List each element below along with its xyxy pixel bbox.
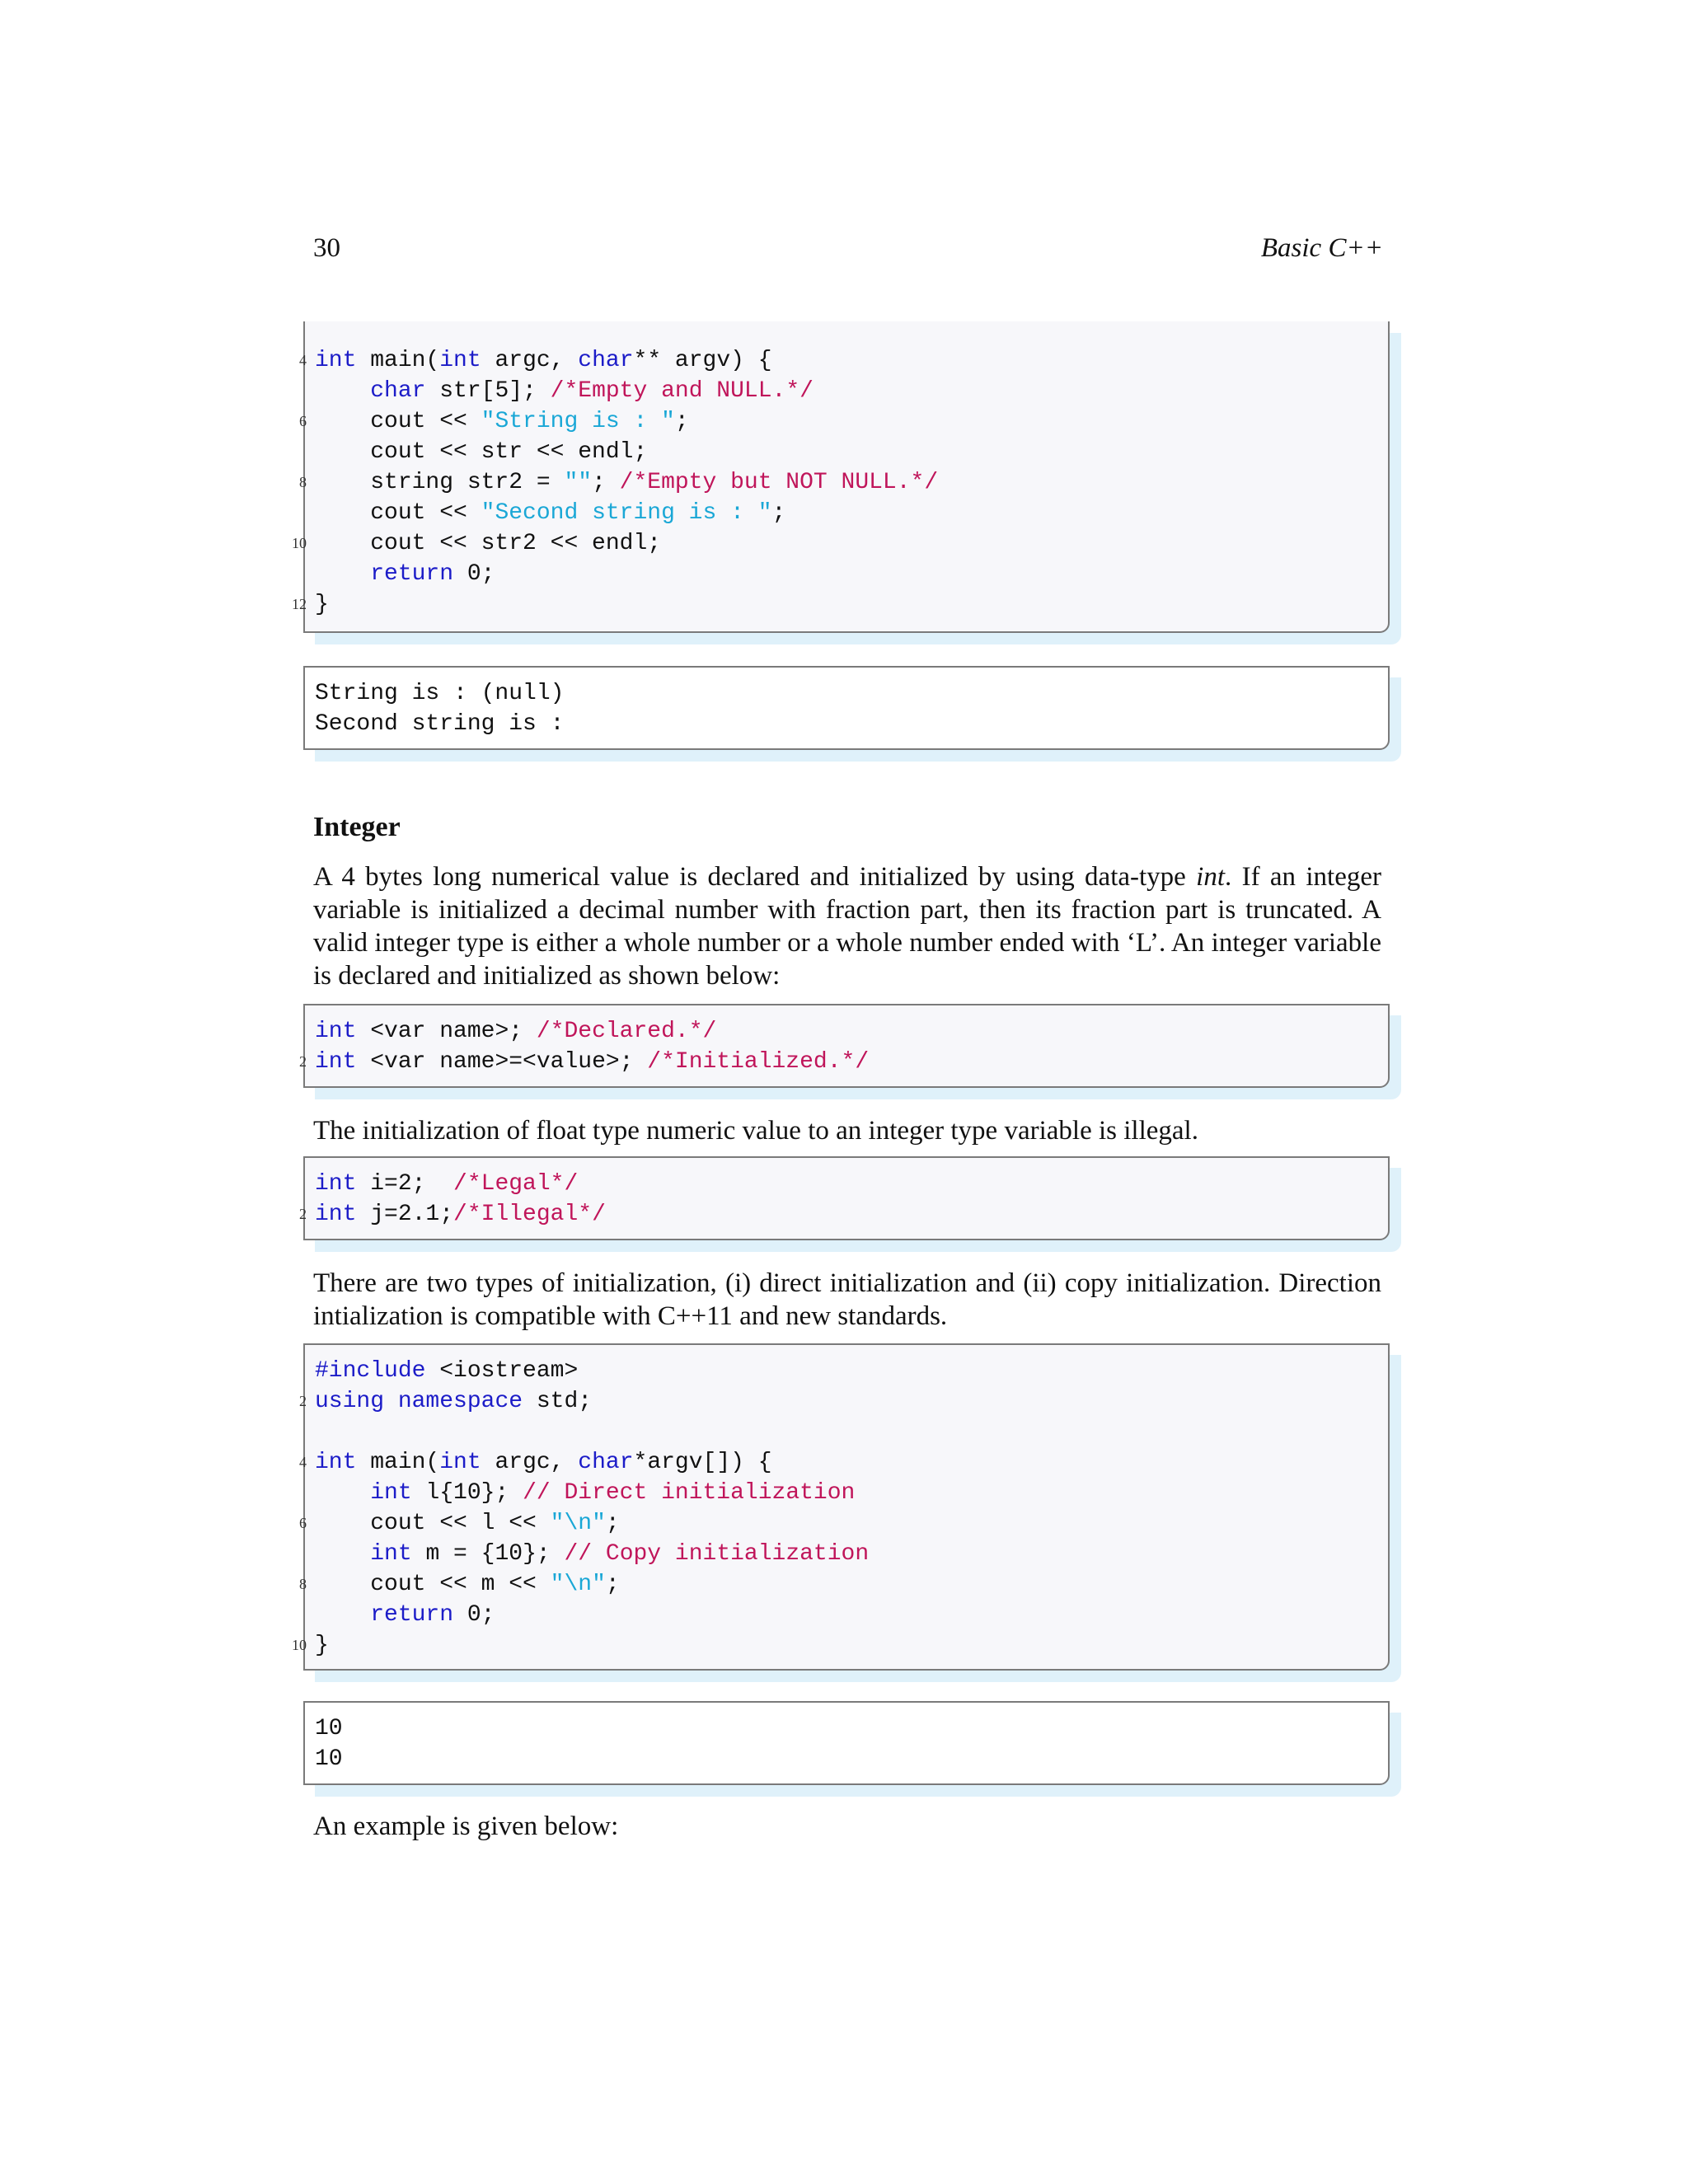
code-line [299,1199,1388,1230]
code-token: return [370,561,454,587]
code-line [299,1508,1388,1539]
code-token: <var name>; [356,1019,537,1044]
output-box-integers [303,1701,1390,1785]
code-token: "\n" [550,1572,606,1597]
code-token: /*Declared.*/ [536,1019,717,1044]
code-token: ** argv) { [633,348,772,373]
code-token: int [315,1202,357,1227]
code-token: namespace [397,1389,523,1414]
code-line [299,406,1388,437]
code-token [315,1480,370,1506]
code-token: cout << m << [315,1572,551,1597]
code-token: ; [771,500,786,526]
code-line [299,1447,1388,1478]
paragraph-initialization-types: There are two types of initialization, (i) direct initialization and (ii) copy initialization. Direction intialization is compatible with C++11 and new standards. [313,1268,1381,1331]
code-token [315,378,370,404]
code-token: "Second string is : " [481,500,772,526]
code-token: cout << l << [315,1511,551,1536]
code-token: int [439,348,481,373]
code-token: string str2 = [315,470,565,495]
code-line [315,1478,1388,1508]
code-line [292,589,1388,620]
code-token: } [315,1633,329,1658]
section-title-integer: Integer [313,812,401,842]
code-token: <var name>=<value>; [356,1049,648,1075]
code-token: ; [605,1511,620,1536]
code-token: ; [674,409,689,434]
code-line [315,1169,1388,1199]
code-token: char [578,348,634,373]
code-token: j=2.1; [356,1202,454,1227]
code-token: using [315,1389,385,1414]
code-token: /*Legal*/ [453,1171,579,1197]
code-token: /*Illegal*/ [453,1202,606,1227]
code-line [299,345,1388,376]
line-number: 6 [299,1515,307,1531]
line-number: 4 [299,352,307,368]
code-token [384,1389,398,1414]
code-token [315,1541,370,1567]
code-line [315,376,1388,406]
code-listing-string-null [292,321,1390,633]
code-token: int [439,1450,481,1475]
code-token: m = {10}; [411,1541,565,1567]
code-token: main( [356,348,440,373]
code-line [315,1539,1388,1569]
line-number: 6 [299,413,307,429]
code-line [315,1600,1388,1630]
line-number: 2 [299,1206,307,1222]
code-listing-int-declaration [299,1004,1390,1088]
code-line [299,467,1388,498]
code-line [292,528,1388,559]
paragraph-integer-intro: A 4 bytes long numerical value is declared and initialized by using data-type int. If an integer variable is initialized a decimal number with fraction part, then its fraction part is truncated. A valid integer type is either a whole number or a whole number ended with ‘L’. An integer variable is declared and initialized as shown below: [313,862,1382,991]
code-token: "String is : " [481,409,675,434]
code-token: l{10}; [411,1480,523,1506]
code-token: cout << [315,500,481,526]
code-token: int [315,1450,357,1475]
code-token: argc, [481,348,579,373]
code-line [315,498,1388,528]
code-token: // Copy initialization [564,1541,870,1567]
code-token [315,1602,370,1628]
code-token: argc, [481,1450,579,1475]
output-line: 10 [315,1716,343,1741]
code-listing-legal-illegal [299,1156,1390,1240]
code-token: int [315,1171,357,1197]
line-number: 2 [299,1393,307,1409]
code-token: #include [315,1358,426,1384]
code-line [299,1047,1388,1077]
line-number: 8 [299,474,307,490]
code-token: /*Initialized.*/ [647,1049,870,1075]
running-title: Basic C++ [1260,233,1383,263]
code-token: *argv[]) { [633,1450,772,1475]
line-number: 10 [292,1637,307,1653]
line-number: 8 [299,1576,307,1592]
code-token: "" [564,470,593,495]
code-token: main( [356,1450,440,1475]
code-line [299,1569,1388,1600]
code-token: 0; [453,561,495,587]
output-line: 10 [315,1746,343,1772]
line-number: 10 [292,535,307,551]
code-token: // Direct initialization [523,1480,856,1506]
code-token: return [370,1602,454,1628]
output-line: Second string is : [315,711,565,737]
page-number: 30 [313,233,340,263]
code-line [292,1630,1388,1661]
code-line [299,1386,1388,1417]
code-token: ; [592,470,620,495]
output-box-string [303,666,1390,750]
code-line [315,559,1388,589]
code-token: i=2; [356,1171,454,1197]
code-token: } [315,592,329,617]
code-token: ; [605,1572,620,1597]
code-token: int [315,1049,357,1075]
paragraph-float-illegal: The initialization of float type numeric value to an integer type variable is illegal. [313,1116,1198,1146]
code-line [315,1417,1388,1447]
code-token: char [578,1450,634,1475]
code-token: std; [523,1389,593,1414]
code-token: int [370,1541,412,1567]
line-number: 4 [299,1454,307,1470]
code-token: char [370,378,426,404]
code-token: <iostream> [425,1358,579,1384]
code-token: /*Empty and NULL.*/ [550,378,814,404]
code-token: cout << str2 << endl; [315,531,662,556]
line-number: 2 [299,1053,307,1070]
output-line: String is : (null) [315,681,565,706]
code-token: "\n" [550,1511,606,1536]
code-token [315,561,370,587]
code-token: int [315,1019,357,1044]
code-line [315,1016,1388,1047]
code-token: cout << str << endl; [315,439,648,465]
code-line [315,1356,1388,1386]
code-token: /*Empty but NOT NULL.*/ [619,470,939,495]
code-token: cout << [315,409,481,434]
line-number: 12 [292,596,307,612]
code-token: str[5]; [425,378,551,404]
code-line [315,437,1388,467]
code-token: 0; [453,1602,495,1628]
code-token: int [370,1480,412,1506]
code-listing-direct-copy-init [292,1343,1390,1671]
paragraph-example-intro: An example is given below: [313,1811,619,1841]
code-token: int [315,348,357,373]
